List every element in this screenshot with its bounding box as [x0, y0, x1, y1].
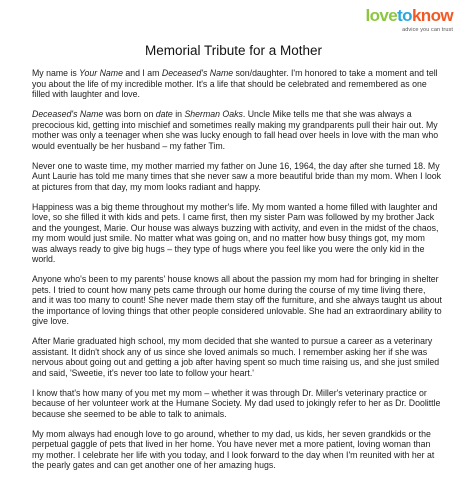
placeholder-place: Sherman Oaks	[184, 109, 243, 119]
paragraph-birth	[32, 109, 442, 151]
p2-text-b: was born on	[103, 109, 156, 119]
placeholder-your-name: Your Name	[79, 68, 123, 78]
paragraph-closing: My mom always had enough love to go around, whether to my dad, us kids, her seven grandkids or the perpetual gaggle of pets that lived in her home. You have never met a more patient, loving woman than my mother. I celebrate her life with you today, and I look forward to the day when I'm reunited with her at the pearly gates and can get another one of her amazing hugs.	[32, 428, 435, 470]
tribute-body	[32, 68, 442, 480]
paragraph-pets: Anyone who's been to my parents' house knows all about the passion my mom had for bringing in shelter pets. I tried to count how many pets came through our home during the course of my time living there, and it was too many to count! She never made them stay off the furniture, and she always taught us about the importance of loving things that other people considered unlovable. She had an extraordinary ability to give love.	[32, 274, 442, 326]
paragraph-career: After Marie graduated high school, my mom decided that she wanted to pursue a career as a veterinary assistant. It didn't shock any of us since she loved animals so much. I remember asking her if she was nervous about going out and getting a job after having spent so much time raising us, and she just smiled and said, 'Sweetie, it's never too late to follow your heart.'	[32, 336, 440, 378]
paragraph-happiness: Happiness was a big theme throughout my mother's life. My mom wanted a home filled with laughter and love, so she filled it with kids and pets. I came first, then my sister Pam was followed by my brother Jack and the youngest, Marie. Our house was always buzzing with activity, and even in the midst of the chaos, my mom would just smile. No matter what was going on, and no matter how busy things got, my mom was always ready to give big hugs – they type of hugs where you feel like you were the only kid in the world.	[32, 201, 439, 264]
placeholder-date: date	[155, 109, 173, 119]
paragraph-marriage: Never one to waste time, my mother married my father on June 16, 1964, the day after she turned 18. My Aunt Laurie has told me many times that she never saw a more beautiful bride than my mom. When I look at pictures from that day, my mom looks radiant and happy.	[32, 160, 442, 192]
paragraph-intro	[32, 68, 442, 100]
paragraph-veterinary: I know that's how many of you met my mom – whether it was through Dr. Miller's veterinary practice or because of her volunteer work at the Humane Society. My dad used to jokingly refer to her as Dr. Doolittle because she seemed to be able to talk to animals.	[32, 387, 441, 419]
logo-to: to	[397, 6, 412, 25]
p1-text-e: son/daughter. I'm honored to take a moment and tell you about the life of my incredible mother. It's a life that should be celebrated and remembered as one filled with laughter and love.	[32, 68, 438, 99]
logo-tagline: advice you can trust	[402, 27, 453, 33]
logo-love: love	[365, 6, 398, 25]
lovetoknow-logo[interactable]	[365, 7, 453, 37]
page-title: Memorial Tribute for a Mother	[144, 43, 323, 58]
placeholder-deceased-name: Deceased's Name	[161, 68, 234, 78]
p2-text-d: in	[172, 109, 185, 119]
p1-text-a: My name is	[32, 68, 80, 78]
logo-know: know	[411, 6, 453, 25]
logo-wordmark	[365, 7, 453, 25]
p1-text-c: and I am	[122, 68, 162, 78]
placeholder-deceased-name-2: Deceased's Name	[32, 109, 104, 119]
p2-text-f: . Uncle Mike tells me that she was always a precocious kid, getting into mischief and sometimes really making my grandparents pull their hair out. My mother was only a teenager when she was lucky enough to fall head over heels in love with the man who would eventually be her husband – my father Tim.	[32, 109, 439, 151]
